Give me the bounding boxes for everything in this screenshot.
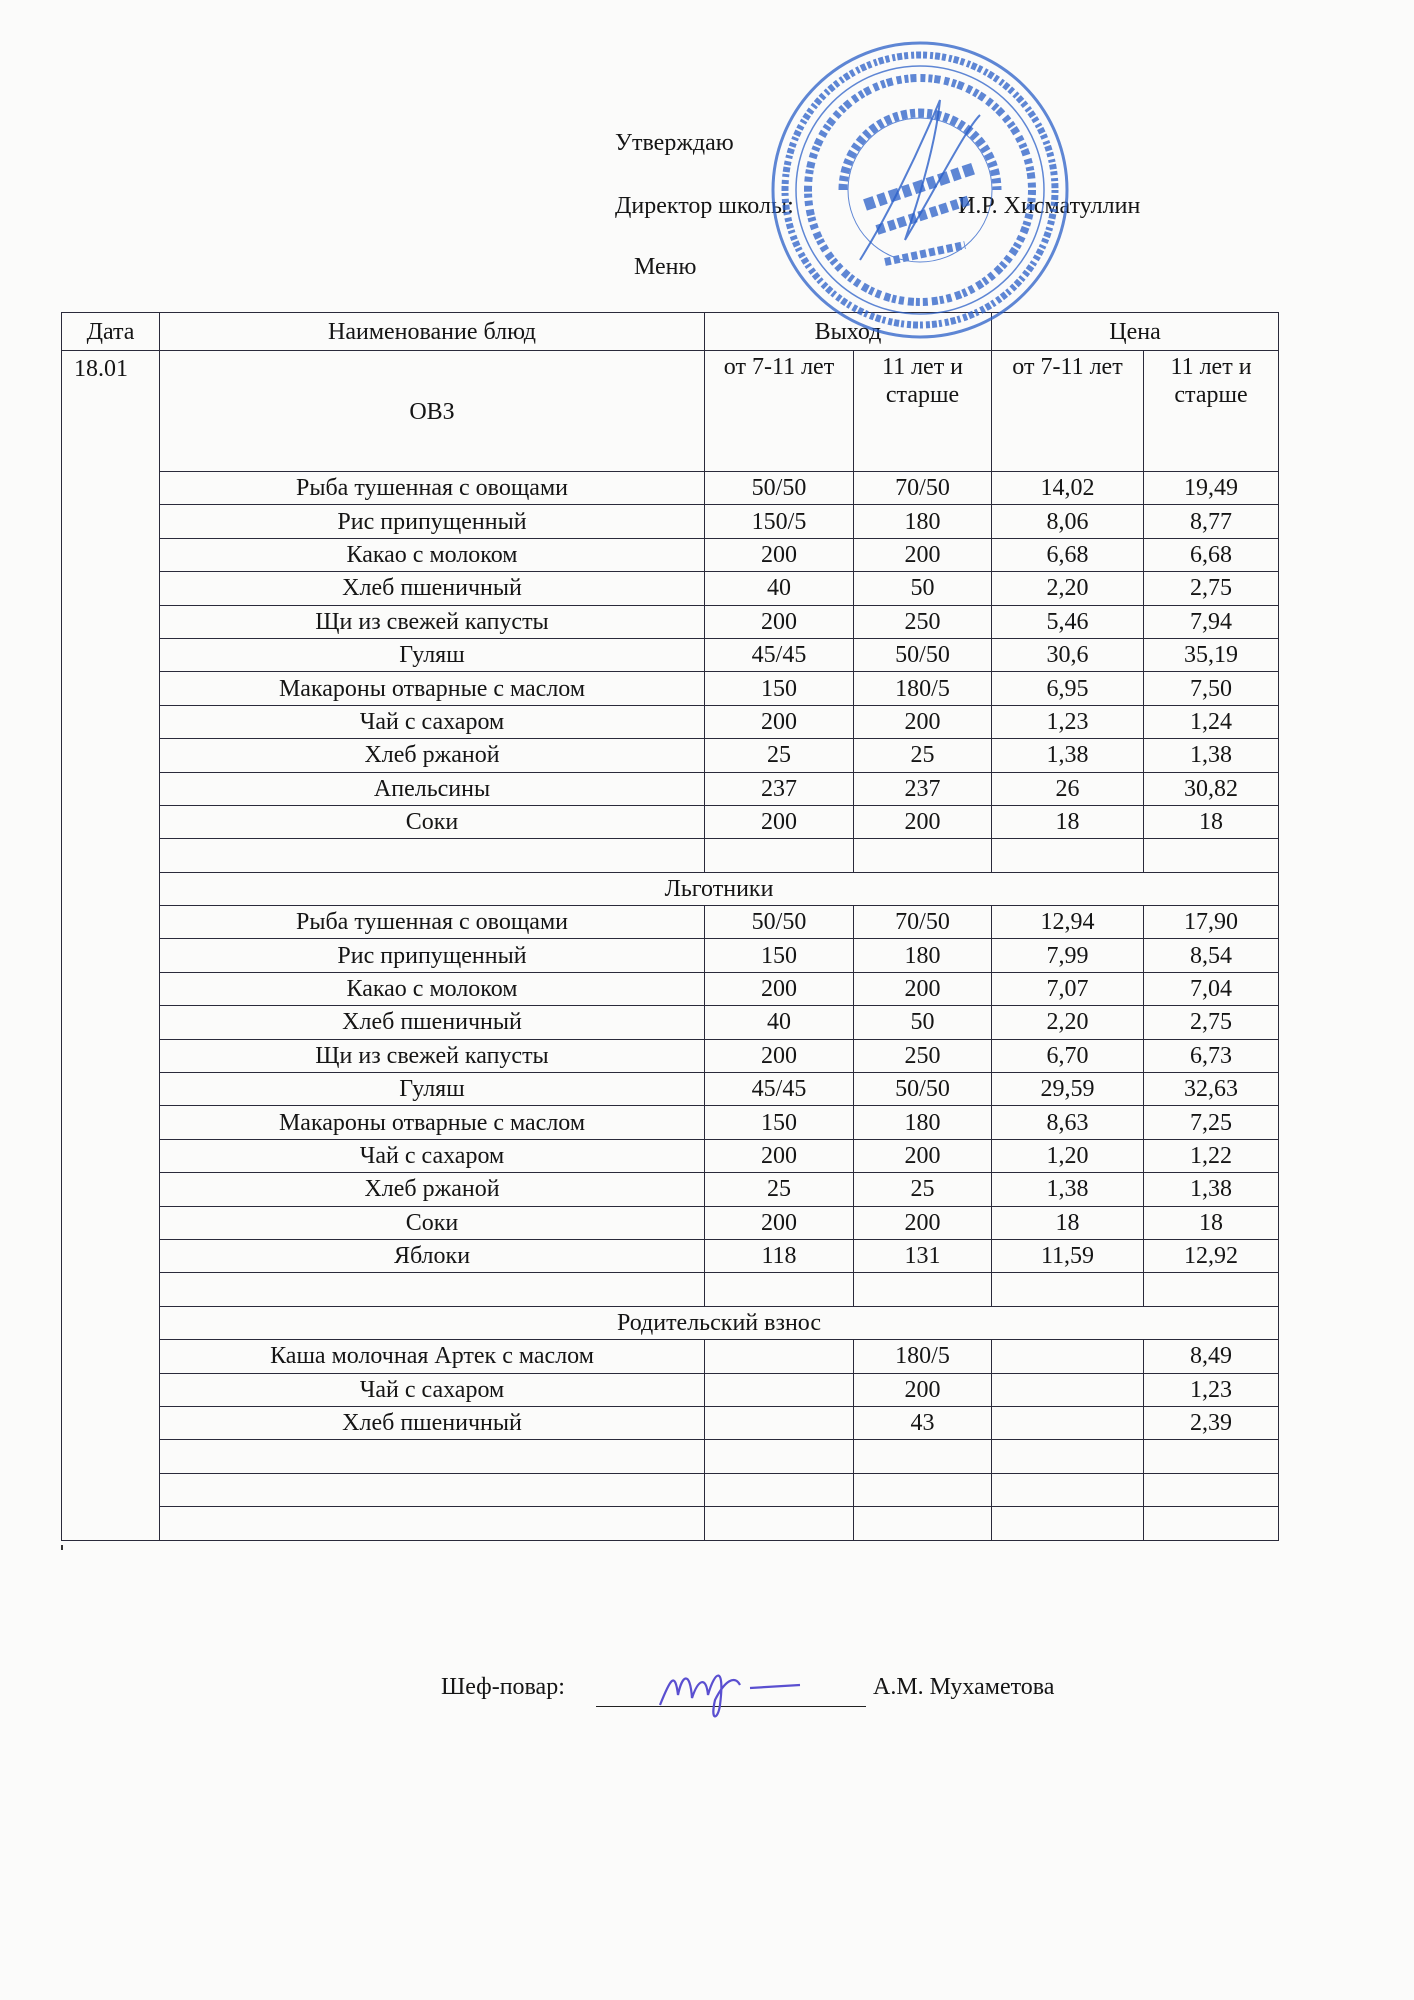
price-7-11: 1,38 (992, 739, 1144, 772)
output-11-plus: 200 (854, 972, 992, 1005)
output-7-11: 200 (705, 805, 854, 838)
table-row (62, 772, 1279, 805)
price-11-plus: 1,38 (1144, 1173, 1279, 1206)
price-11-plus: 32,63 (1144, 1073, 1279, 1106)
dish-name: Какао с молоком (160, 538, 705, 571)
output-11-plus: 180 (854, 505, 992, 538)
menu-table (61, 312, 1279, 1541)
price-7-11: 1,23 (992, 705, 1144, 738)
price-7-11: 7,99 (992, 939, 1144, 972)
price-11-plus: 35,19 (1144, 638, 1279, 671)
table-row (62, 1139, 1279, 1172)
empty-cell (160, 1273, 705, 1306)
empty-row (62, 1473, 1279, 1506)
empty-cell (705, 839, 854, 872)
empty-cell (1144, 1440, 1279, 1473)
price-7-11: 5,46 (992, 605, 1144, 638)
price-11-plus: 19,49 (1144, 472, 1279, 505)
header-name: Наименование блюд (160, 313, 705, 351)
table-row (62, 605, 1279, 638)
price-7-11: 6,95 (992, 672, 1144, 705)
category-label: ОВЗ (160, 351, 705, 472)
price-7-11: 18 (992, 805, 1144, 838)
output-11-plus: 200 (854, 1139, 992, 1172)
price-7-11: 11,59 (992, 1239, 1144, 1272)
dish-name: Гуляш (160, 638, 705, 671)
output-11-plus: 237 (854, 772, 992, 805)
dish-name: Чай с сахаром (160, 1373, 705, 1406)
price-7-11: 8,06 (992, 505, 1144, 538)
output-7-11: 200 (705, 1206, 854, 1239)
output-7-11: 50/50 (705, 906, 854, 939)
output-11-plus: 200 (854, 705, 992, 738)
output-11-plus: 50 (854, 1006, 992, 1039)
output-11-plus: 180 (854, 1106, 992, 1139)
date-cell: 18.01 (62, 351, 160, 1541)
output-11-plus: 70/50 (854, 906, 992, 939)
section-header-row (62, 1306, 1279, 1339)
price-11-plus: 17,90 (1144, 906, 1279, 939)
price-11-plus: 1,38 (1144, 739, 1279, 772)
dish-name: Хлеб пшеничный (160, 572, 705, 605)
price-11-plus: 2,75 (1144, 572, 1279, 605)
empty-cell (160, 839, 705, 872)
approve-label: Утверждаю (615, 130, 734, 156)
price-11-plus: 1,22 (1144, 1139, 1279, 1172)
table-row (62, 1206, 1279, 1239)
price-11-plus: 6,73 (1144, 1039, 1279, 1072)
output-7-11: 237 (705, 772, 854, 805)
price-age-7-11: от 7-11 лет (992, 351, 1144, 472)
section-header-row (62, 872, 1279, 905)
table-row (62, 1006, 1279, 1039)
price-7-11: 2,20 (992, 572, 1144, 605)
table-left-edge (61, 1545, 63, 1550)
table-row (62, 1373, 1279, 1406)
dish-name: Макароны отварные с маслом (160, 1106, 705, 1139)
director-name: И.Р. Хисматуллин (958, 193, 1141, 219)
price-7-11 (992, 1373, 1144, 1406)
table-row (62, 1340, 1279, 1373)
empty-cell (992, 1273, 1144, 1306)
price-11-plus: 7,94 (1144, 605, 1279, 638)
price-7-11: 26 (992, 772, 1144, 805)
table-row (62, 739, 1279, 772)
output-11-plus: 70/50 (854, 472, 992, 505)
price-11-plus: 8,49 (1144, 1340, 1279, 1373)
empty-cell (854, 1273, 992, 1306)
output-7-11: 25 (705, 1173, 854, 1206)
dish-name: Какао с молоком (160, 972, 705, 1005)
dish-name: Хлеб ржаной (160, 739, 705, 772)
empty-cell (705, 1440, 854, 1473)
empty-cell (992, 1440, 1144, 1473)
dish-name: Рис припущенный (160, 939, 705, 972)
header-price: Цена (992, 313, 1279, 351)
empty-cell (705, 1273, 854, 1306)
dish-name: Рыба тушенная с овощами (160, 472, 705, 505)
price-11-plus: 6,68 (1144, 538, 1279, 571)
output-7-11: 50/50 (705, 472, 854, 505)
output-11-plus: 200 (854, 1373, 992, 1406)
dish-name: Чай с сахаром (160, 1139, 705, 1172)
price-11-plus: 1,23 (1144, 1373, 1279, 1406)
dish-name: Гуляш (160, 1073, 705, 1106)
output-11-plus: 43 (854, 1406, 992, 1439)
chef-signature (640, 1650, 810, 1730)
output-7-11: 150/5 (705, 505, 854, 538)
price-7-11: 18 (992, 1206, 1144, 1239)
empty-cell (854, 1440, 992, 1473)
output-7-11: 150 (705, 1106, 854, 1139)
output-7-11 (705, 1406, 854, 1439)
price-11-plus: 8,77 (1144, 505, 1279, 538)
table-row (62, 805, 1279, 838)
output-7-11: 25 (705, 739, 854, 772)
director-label: Директор школы: (615, 193, 794, 219)
output-7-11: 118 (705, 1239, 854, 1272)
output-7-11 (705, 1340, 854, 1373)
price-11-plus: 12,92 (1144, 1239, 1279, 1272)
output-11-plus: 25 (854, 1173, 992, 1206)
empty-cell (160, 1473, 705, 1506)
chef-name: А.М. Мухаметова (873, 1674, 1055, 1700)
empty-cell (1144, 1473, 1279, 1506)
output-11-plus: 25 (854, 739, 992, 772)
output-7-11: 200 (705, 605, 854, 638)
dish-name: Щи из свежей капусты (160, 605, 705, 638)
dish-name: Хлеб ржаной (160, 1173, 705, 1206)
price-11-plus: 8,54 (1144, 939, 1279, 972)
price-11-plus: 7,25 (1144, 1106, 1279, 1139)
dish-name: Рис припущенный (160, 505, 705, 538)
output-age-7-11: от 7-11 лет (705, 351, 854, 472)
empty-row (62, 1273, 1279, 1306)
empty-cell (705, 1507, 854, 1540)
output-11-plus: 200 (854, 805, 992, 838)
output-7-11: 45/45 (705, 638, 854, 671)
table-row (62, 505, 1279, 538)
empty-cell (992, 839, 1144, 872)
menu-title: Меню (634, 254, 697, 280)
table-row (62, 1173, 1279, 1206)
price-7-11 (992, 1340, 1144, 1373)
table-row (62, 939, 1279, 972)
chef-label: Шеф-повар: (441, 1674, 565, 1700)
price-7-11 (992, 1406, 1144, 1439)
price-11-plus: 7,04 (1144, 972, 1279, 1005)
school-stamp (765, 40, 1075, 340)
table-row (62, 1106, 1279, 1139)
output-7-11: 200 (705, 972, 854, 1005)
empty-cell (854, 1473, 992, 1506)
output-11-plus: 50/50 (854, 1073, 992, 1106)
price-7-11: 1,20 (992, 1139, 1144, 1172)
output-age-11-plus: 11 лет и старше (854, 351, 992, 472)
empty-cell (854, 1507, 992, 1540)
output-11-plus: 180/5 (854, 1340, 992, 1373)
output-7-11: 45/45 (705, 1073, 854, 1106)
price-7-11: 1,38 (992, 1173, 1144, 1206)
output-7-11 (705, 1373, 854, 1406)
price-11-plus: 7,50 (1144, 672, 1279, 705)
table-row (62, 972, 1279, 1005)
table-row (62, 906, 1279, 939)
output-7-11: 200 (705, 538, 854, 571)
table-row (62, 572, 1279, 605)
dish-name: Хлеб пшеничный (160, 1406, 705, 1439)
price-11-plus: 1,24 (1144, 705, 1279, 738)
output-7-11: 150 (705, 939, 854, 972)
dish-name: Каша молочная Артек с маслом (160, 1340, 705, 1373)
output-11-plus: 50 (854, 572, 992, 605)
empty-cell (705, 1473, 854, 1506)
empty-cell (160, 1440, 705, 1473)
price-age-11-plus: 11 лет и старше (1144, 351, 1279, 472)
output-7-11: 200 (705, 1039, 854, 1072)
section-title: Льготники (160, 872, 1279, 905)
price-7-11: 12,94 (992, 906, 1144, 939)
dish-name: Яблоки (160, 1239, 705, 1272)
output-7-11: 200 (705, 705, 854, 738)
empty-cell (1144, 1507, 1279, 1540)
output-7-11: 40 (705, 572, 854, 605)
empty-cell (160, 1507, 705, 1540)
dish-name: Щи из свежей капусты (160, 1039, 705, 1072)
table-row (62, 705, 1279, 738)
dish-name: Соки (160, 1206, 705, 1239)
table-row (62, 1073, 1279, 1106)
price-11-plus: 2,75 (1144, 1006, 1279, 1039)
header-date: Дата (62, 313, 160, 351)
empty-cell (992, 1473, 1144, 1506)
output-7-11: 40 (705, 1006, 854, 1039)
output-11-plus: 250 (854, 605, 992, 638)
output-11-plus: 250 (854, 1039, 992, 1072)
price-11-plus: 2,39 (1144, 1406, 1279, 1439)
price-7-11: 30,6 (992, 638, 1144, 671)
section-title: Родительский взнос (160, 1306, 1279, 1339)
table-row (62, 538, 1279, 571)
table-row (62, 1039, 1279, 1072)
header-row (62, 313, 1279, 351)
header-output: Выход (705, 313, 992, 351)
empty-cell (1144, 1273, 1279, 1306)
dish-name: Соки (160, 805, 705, 838)
output-11-plus: 50/50 (854, 638, 992, 671)
price-11-plus: 18 (1144, 805, 1279, 838)
subheader-row (62, 351, 1279, 472)
price-7-11: 6,70 (992, 1039, 1144, 1072)
price-7-11: 29,59 (992, 1073, 1144, 1106)
price-7-11: 8,63 (992, 1106, 1144, 1139)
output-11-plus: 200 (854, 538, 992, 571)
empty-cell (992, 1507, 1144, 1540)
price-7-11: 14,02 (992, 472, 1144, 505)
table-row (62, 672, 1279, 705)
dish-name: Рыба тушенная с овощами (160, 906, 705, 939)
price-11-plus: 18 (1144, 1206, 1279, 1239)
empty-row (62, 839, 1279, 872)
table-row (62, 472, 1279, 505)
output-7-11: 200 (705, 1139, 854, 1172)
empty-row (62, 1507, 1279, 1540)
output-11-plus: 200 (854, 1206, 992, 1239)
dish-name: Макароны отварные с маслом (160, 672, 705, 705)
table-row (62, 1406, 1279, 1439)
output-11-plus: 131 (854, 1239, 992, 1272)
price-7-11: 2,20 (992, 1006, 1144, 1039)
empty-cell (854, 839, 992, 872)
output-7-11: 150 (705, 672, 854, 705)
dish-name: Чай с сахаром (160, 705, 705, 738)
empty-row (62, 1440, 1279, 1473)
dish-name: Апельсины (160, 772, 705, 805)
table-row (62, 1239, 1279, 1272)
empty-cell (1144, 839, 1279, 872)
price-7-11: 6,68 (992, 538, 1144, 571)
dish-name: Хлеб пшеничный (160, 1006, 705, 1039)
table-row (62, 638, 1279, 671)
output-11-plus: 180 (854, 939, 992, 972)
price-7-11: 7,07 (992, 972, 1144, 1005)
price-11-plus: 30,82 (1144, 772, 1279, 805)
output-11-plus: 180/5 (854, 672, 992, 705)
